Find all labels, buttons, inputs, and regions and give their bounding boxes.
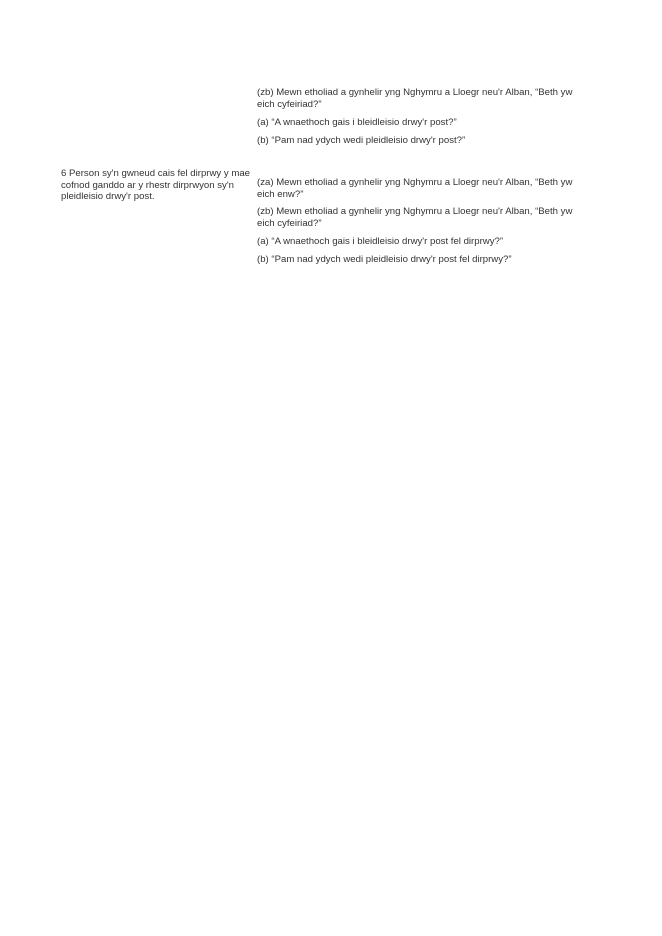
question-b-why-not-voted	[257, 135, 577, 147]
question-b-proxy-why-not	[257, 254, 577, 266]
question-a-proxy-postal	[257, 236, 577, 248]
question-a-postal-vote	[257, 117, 577, 129]
question-za-name	[257, 177, 577, 200]
entry-text: (a) “A wnaethoch gais i bleidleisio drwy'r post?”	[257, 117, 457, 128]
person-text: 6 Person sy'n gwneud cais fel dirprwy y mae cofnod ganddo ar y rhestr dirprwyon sy'n pleidleisio drwy'r post.	[61, 168, 250, 202]
entry-text: (zb) Mewn etholiad a gynhelir yng Nghymru a Lloegr neu'r Alban, “Beth yw eich cyfeiriad?”	[257, 206, 573, 229]
question-zb-address	[257, 87, 577, 110]
entry-text: (b) “Pam nad ydych wedi pleidleisio drwy'r post?”	[257, 135, 466, 146]
entry-text: (a) “A wnaethoch gais i bleidleisio drwy'r post fel dirprwy?”	[257, 236, 504, 247]
person-description-6	[61, 168, 251, 203]
question-zb-address-proxy	[257, 206, 577, 229]
entry-text: (za) Mewn etholiad a gynhelir yng Nghymru a Lloegr neu'r Alban, “Beth yw eich enw?”	[257, 177, 573, 200]
entry-text: (zb) Mewn etholiad a gynhelir yng Nghymru a Lloegr neu'r Alban, “Beth yw eich cyfeiriad?”	[257, 87, 573, 110]
entry-text: (b) “Pam nad ydych wedi pleidleisio drwy'r post fel dirprwy?”	[257, 254, 512, 265]
